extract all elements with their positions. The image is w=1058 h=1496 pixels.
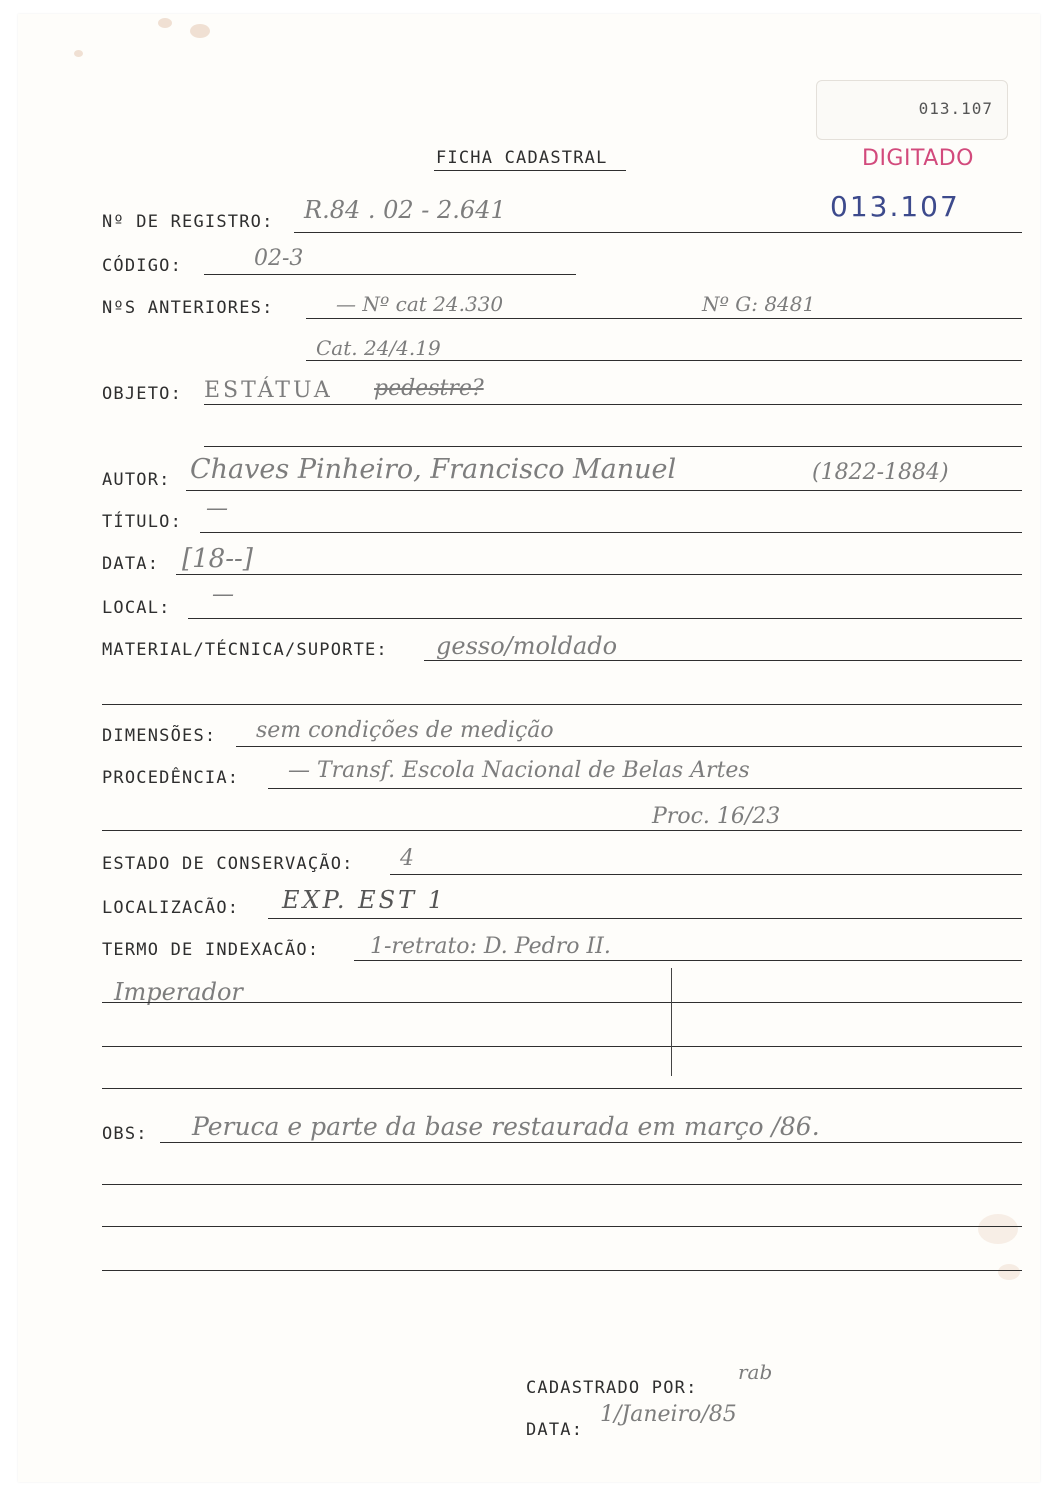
- procedencia-line-1: [268, 788, 1022, 789]
- anteriores-value-3: Cat. 24/4.19: [316, 336, 441, 360]
- codigo-label: CÓDIGO:: [102, 256, 183, 276]
- data-cadastro-value: 1/Janeiro/85: [600, 1402, 737, 1427]
- dimensoes-label: DIMENSÕES:: [102, 726, 217, 746]
- dimensoes-line: [236, 746, 1022, 747]
- data-line: [176, 574, 1022, 575]
- document-sheet: [18, 14, 1040, 1482]
- procedencia-value-1: — Transf. Escola Nacional de Belas Artes: [288, 758, 750, 783]
- obs-value: Peruca e parte da base restaurada em março /86.: [192, 1112, 820, 1141]
- localizacao-label: LOCALIZACÃO:: [102, 898, 240, 918]
- anteriores-value-1: — Nº cat 24.330: [336, 292, 504, 316]
- termo-value-2: Imperador: [114, 978, 243, 1006]
- obs-line-1: [160, 1142, 1022, 1143]
- registro-value: R.84 . 02 - 2.641: [304, 196, 506, 224]
- termo-line-3: [102, 1046, 1022, 1047]
- objeto-line-2: [204, 446, 1022, 447]
- procedencia-value-2: Proc. 16/23: [652, 804, 781, 829]
- estado-value: 4: [400, 846, 414, 871]
- local-label: LOCAL:: [102, 598, 171, 618]
- cadastrado-value: rab: [738, 1360, 773, 1384]
- stain: [74, 50, 83, 57]
- localizacao-line: [268, 918, 1022, 919]
- procedencia-line-2: [102, 830, 1022, 831]
- termo-label: TERMO DE INDEXACÃO:: [102, 940, 320, 960]
- termo-value-1: 1-retrato: D. Pedro II.: [370, 934, 611, 959]
- material-value: gesso/moldado: [436, 632, 618, 660]
- material-line-1: [424, 660, 1022, 661]
- obs-line-3: [102, 1226, 1022, 1227]
- titulo-value: —: [206, 496, 228, 521]
- handwritten-register-number: 013.107: [830, 190, 960, 223]
- termo-line-4: [102, 1088, 1022, 1089]
- localizacao-value: EXP. EST 1: [282, 886, 447, 914]
- stain: [190, 24, 210, 38]
- titulo-label: TÍTULO:: [102, 512, 183, 532]
- stain: [158, 18, 172, 28]
- procedencia-label: PROCEDÊNCIA:: [102, 768, 240, 788]
- dimensoes-value: sem condições de medição: [256, 718, 554, 743]
- objeto-line-1: [204, 404, 1022, 405]
- autor-dates: (1822-1884): [812, 460, 949, 485]
- objeto-label: OBJETO:: [102, 384, 183, 404]
- anteriores-label: NºS ANTERIORES:: [102, 298, 274, 318]
- termo-line-1: [354, 960, 1022, 961]
- anteriores-line-2: [306, 360, 1022, 361]
- registro-label: Nº DE REGISTRO:: [102, 212, 274, 232]
- stamp-number: 013.107: [918, 99, 993, 118]
- estado-line: [390, 874, 1022, 875]
- estado-label: ESTADO DE CONSERVAÇÃO:: [102, 854, 354, 874]
- data-value: [18--]: [182, 544, 253, 574]
- titulo-line: [200, 532, 1022, 533]
- material-label: MATERIAL/TÉCNICA/SUPORTE:: [102, 640, 388, 660]
- number-stamp: [816, 80, 1008, 140]
- digitado-stamp: DIGITADO: [862, 146, 975, 171]
- termo-line-2: [102, 1002, 1022, 1003]
- anteriores-value-2: Nº G: 8481: [702, 292, 816, 316]
- autor-value: Chaves Pinheiro, Francisco Manuel: [190, 454, 677, 485]
- codigo-value: 02-3: [254, 246, 304, 271]
- codigo-line: [204, 274, 576, 275]
- autor-label: AUTOR:: [102, 470, 171, 490]
- material-line-2: [102, 704, 1022, 705]
- obs-line-2: [102, 1184, 1022, 1185]
- obs-label: OBS:: [102, 1124, 148, 1144]
- title-underline: [434, 170, 626, 171]
- data-label: DATA:: [102, 554, 160, 574]
- local-line: [188, 618, 1022, 619]
- stain: [998, 1264, 1020, 1280]
- stain: [978, 1214, 1018, 1244]
- cadastrado-label: CADASTRADO POR:: [526, 1378, 698, 1398]
- autor-line: [186, 490, 1022, 491]
- form-title: FICHA CADASTRAL: [436, 148, 608, 168]
- registro-line: [294, 232, 1022, 233]
- termo-divider: [671, 968, 672, 1076]
- objeto-value: ESTÁTUA: [204, 378, 333, 403]
- obs-line-4: [102, 1270, 1022, 1271]
- local-value: —: [212, 582, 234, 607]
- objeto-struck-value: pedestre?: [374, 376, 484, 401]
- anteriores-line-1: [306, 318, 1022, 319]
- data-cadastro-label: DATA:: [526, 1420, 584, 1440]
